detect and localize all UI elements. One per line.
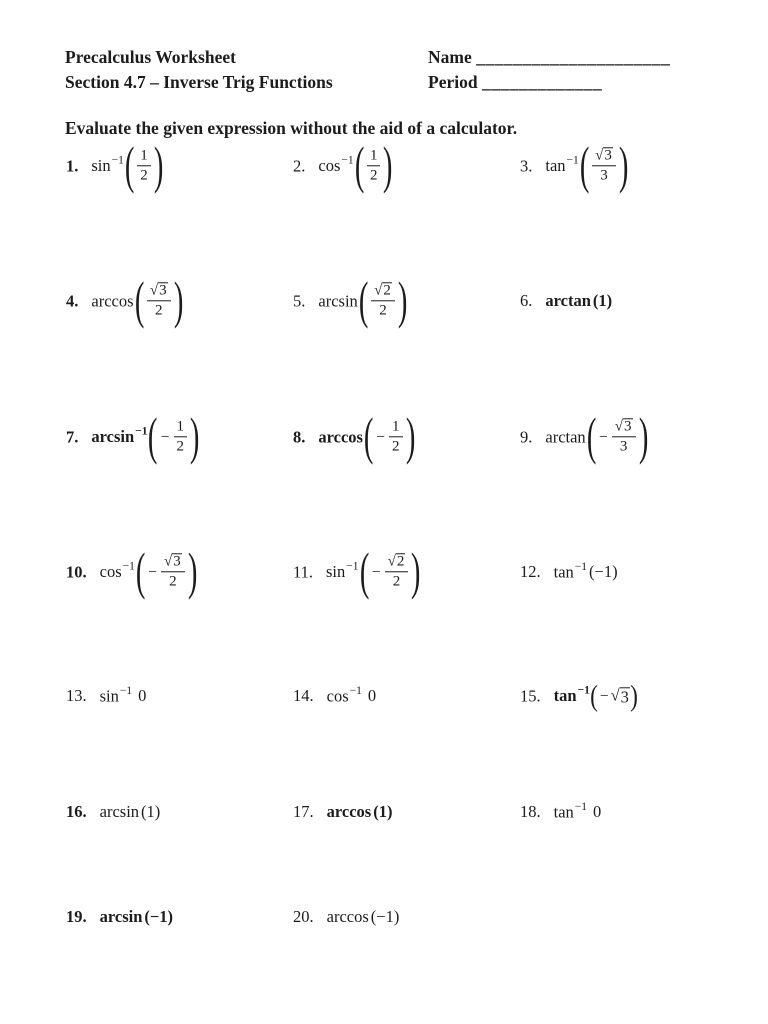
period-label: Period [428,72,478,92]
problem-14 [293,686,376,707]
problem-17 [293,802,392,822]
problem-20 [293,907,399,927]
section-title: Section 4.7 – Inverse Trig Functions [65,72,333,92]
function-name: arctan [545,427,586,446]
argument: (−1) [144,907,174,926]
argument: 0 [367,686,377,705]
expression [545,137,629,195]
fraction [367,148,381,185]
minus-sign: − [599,428,608,445]
expression [545,408,648,466]
problem-19 [66,907,173,927]
problem-number: 7. [66,427,79,446]
fraction [161,554,185,591]
denominator: 2 [379,302,387,319]
expression [318,137,393,195]
problem-number: 8. [293,427,306,446]
function-name: arccos [318,427,363,446]
radical-symbol: √ [614,418,623,435]
problem-12 [520,562,618,583]
expression [318,408,416,466]
problem-number: 16. [66,802,87,821]
inverse-superscript: −1 [122,560,135,573]
close-paren: ) [397,272,408,330]
function-name: arcsin [99,907,143,926]
open-paren: ( [148,408,158,466]
problem-number: 5. [293,291,306,310]
problem-7 [66,408,200,466]
header-left [65,45,333,95]
problem-6 [520,291,612,311]
fraction [612,419,636,456]
problem-5 [293,272,408,330]
problem-3 [520,137,629,195]
problem-11 [293,543,422,601]
denominator: 2 [154,302,163,319]
radical-symbol: √ [149,282,159,299]
expression [100,686,147,707]
problem-number: 13. [66,686,87,705]
expression [553,679,638,713]
open-paren: ( [363,408,374,466]
denominator: 2 [369,167,378,184]
function-name: $\cos^{-1}$ [99,560,135,582]
function-name: $\tan^{-1}$ [553,684,590,706]
problem-number: 11. [293,562,314,581]
problem-8 [293,408,416,466]
function-name: arccos [326,802,372,821]
problem-9 [520,408,649,466]
inverse-superscript: −1 [341,154,354,167]
numerator [385,554,409,573]
close-paren: ) [383,137,393,195]
problem-number: 14. [293,686,314,705]
function-name: $\tan^{-1}$ [553,800,588,822]
function-name: $\cos^{-1}$ [318,154,354,176]
numerator: 1 [389,419,403,438]
problem-18 [520,802,601,823]
inverse-superscript: −1 [119,684,133,697]
numerator [592,148,616,167]
radicand: 2 [383,282,391,299]
expression [91,272,184,330]
numerator [161,554,185,573]
problem-1 [66,137,164,195]
problem-10 [66,543,198,601]
problem-number: 20. [293,907,314,926]
open-paren: ( [124,137,135,195]
name-blank: _____________________ [476,47,671,67]
function-name: $\sin^{-1}$ [91,154,124,176]
argument: (−1) [370,907,400,926]
numerator: 1 [137,148,151,167]
radicand: 3 [620,686,629,706]
close-paren: ) [189,408,200,466]
inverse-superscript: −1 [574,560,588,573]
minus-sign: − [376,428,386,445]
problem-15 [520,679,638,713]
close-paren: ) [411,543,421,601]
problem-number: 2. [293,156,306,175]
expression [327,907,400,927]
radicand: 3 [173,553,181,570]
argument: 0 [593,802,602,821]
expression [326,543,422,601]
numerator [371,283,395,302]
function-name: $\cos^{-1}$ [326,684,362,706]
problem-number: 10. [66,562,87,581]
expression [545,291,612,311]
denominator: 2 [176,438,185,455]
name-line [428,45,670,70]
expression [327,802,393,822]
function-name: $\tan^{-1}$ [545,154,579,176]
argument: (1) [141,802,161,821]
argument: (1) [373,802,393,821]
expression [554,562,618,583]
open-paren: ( [586,408,597,466]
problem-number: 15. [520,685,541,705]
function-name: arccos [326,907,369,926]
radicand: 2 [396,553,405,570]
denominator: 2 [392,438,400,455]
fraction [385,554,409,591]
fraction [174,419,188,456]
problem-number: 18. [520,802,541,821]
open-paren: ( [135,543,146,601]
fraction [371,283,395,320]
open-paren: ( [134,272,144,330]
numerator [147,283,171,302]
problem-13 [66,686,146,707]
fraction [137,148,151,185]
minus-sign: − [160,428,170,445]
problem-4 [66,272,184,330]
fraction [592,148,616,185]
header-right [428,45,670,95]
problem-16 [66,802,160,822]
problem-2 [293,137,394,195]
inverse-superscript: −1 [346,560,359,573]
open-paren: ( [358,272,369,330]
function-name: $\sin^{-1}$ [326,560,359,582]
inverse-superscript: −1 [574,800,588,813]
function-name: $\arcsin^{-1}$ [91,425,148,447]
function-name: arcsin [99,802,140,821]
denominator: 2 [140,167,148,184]
denominator: 2 [392,573,401,590]
close-paren: ) [173,272,184,330]
inverse-superscript: −1 [135,425,148,438]
expression [91,408,200,466]
problem-number: 6. [520,291,533,310]
close-paren: ) [618,137,629,195]
radicand: 3 [604,147,612,164]
fraction [389,419,403,456]
expression [318,272,408,330]
function-name: arctan [545,291,591,310]
close-paren: ) [153,137,164,195]
argument: (1) [592,291,613,310]
problem-number: 4. [66,291,79,310]
denominator: 3 [619,438,628,455]
close-paren: ) [405,408,415,466]
argument: 0 [138,686,147,705]
numerator: 1 [367,148,381,167]
function-name: arcsin [318,291,358,310]
period-blank: _____________ [481,72,603,92]
minus-sign: − [371,563,381,580]
expression [91,137,164,195]
radicand: 3 [159,282,167,299]
argument: (−1) [589,562,618,581]
problem-number: 3. [520,156,533,175]
radical-symbol: √ [610,685,620,705]
expression [327,686,377,707]
expression [100,802,161,822]
denominator: 2 [169,573,177,590]
minus-sign: − [148,563,157,580]
expression [554,802,602,823]
function-name: $\sin^{-1}$ [99,684,133,706]
inverse-superscript: −1 [349,684,362,697]
minus-sign: − [599,686,609,704]
inverse-superscript: −1 [111,154,124,167]
problem-number: 9. [520,427,533,446]
numerator: 1 [174,419,188,438]
problem-number: 12. [520,562,541,581]
open-paren: ( [359,543,369,601]
function-name: $\tan^{-1}$ [553,560,588,582]
expression [99,543,198,601]
name-label: Name [428,47,472,67]
open-paren: ( [354,137,365,195]
function-name: arccos [91,291,134,310]
radical-symbol: √ [387,553,396,570]
inverse-superscript: −1 [577,684,590,697]
radical-symbol: √ [374,282,383,299]
close-paren: ) [187,543,198,601]
numerator [612,419,636,438]
radical-symbol: √ [163,553,173,570]
close-paren: ) [630,679,638,713]
open-paren: ( [589,679,598,713]
denominator: 3 [600,167,608,184]
problem-number: 1. [66,156,79,175]
inverse-superscript: −1 [566,154,579,167]
fraction [147,283,171,320]
radicand: 3 [624,418,632,435]
period-line [428,70,670,95]
radical-symbol: √ [595,147,604,164]
worksheet-title: Precalculus Worksheet [65,47,236,67]
problem-number: 17. [293,802,314,821]
instruction-text: Evaluate the given expression without the aid of a calculator. [65,118,518,138]
close-paren: ) [638,408,648,466]
problem-number: 19. [66,907,87,926]
open-paren: ( [579,137,590,195]
expression [100,907,173,927]
